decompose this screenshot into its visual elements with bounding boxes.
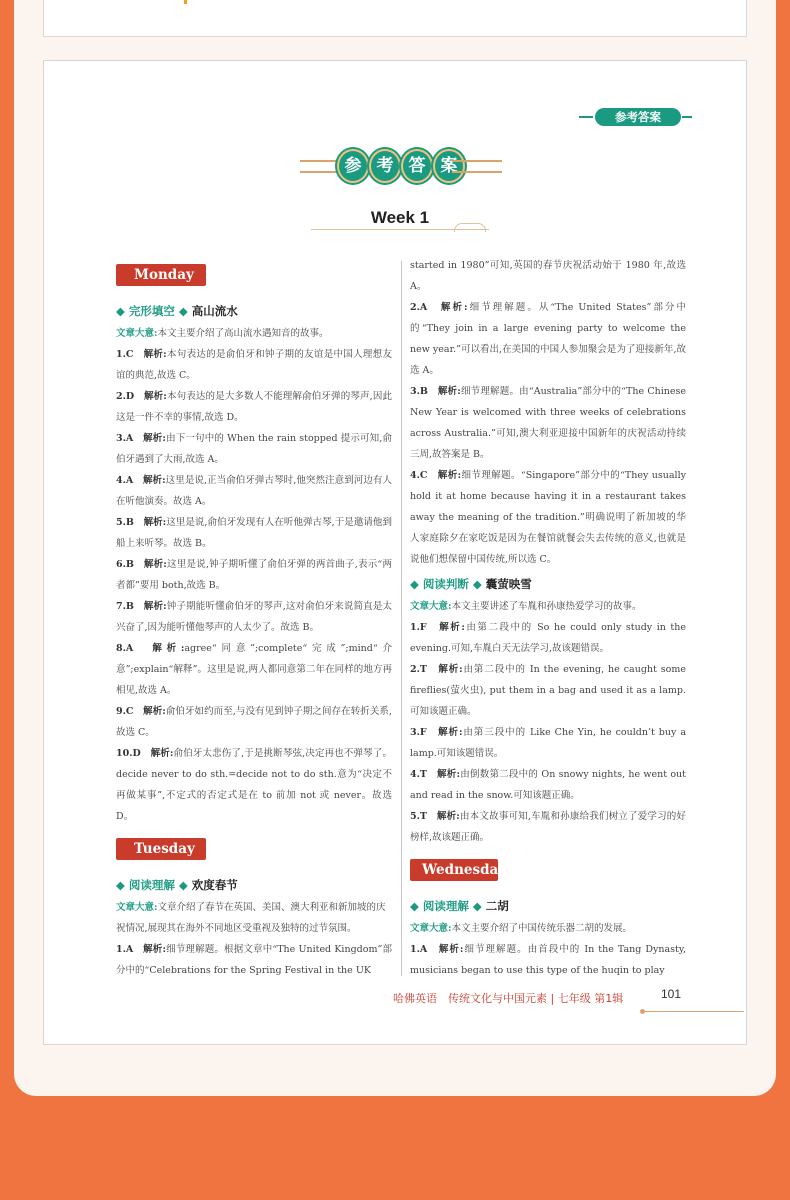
answer-num: 1.A — [410, 944, 428, 955]
answer-num: 8.A — [116, 643, 134, 654]
footer-book: 哈佛英语 传统文化与中国元素 — [393, 992, 547, 1005]
answer-label: 解析: — [436, 811, 460, 822]
answer-item — [116, 512, 392, 554]
summary-text: 本文主要介绍了中国传统乐器二胡的发展。 — [451, 923, 633, 934]
answer-num: 7.B — [116, 601, 134, 612]
answer-text: 由第二段中的 In the evening, he caught some fireflies(萤火虫), put them in a bag and used it as a lamp.可知该题正确。 — [410, 664, 686, 717]
answer-label: 解析: — [438, 944, 464, 955]
day-label-wednesday: Wednesday — [410, 859, 498, 881]
footer-separator: | — [550, 992, 555, 1005]
answer-label: 解析: — [143, 391, 167, 402]
answer-label: 解析: — [142, 475, 166, 486]
section-type: 阅读理解 — [128, 878, 175, 892]
answer-item — [410, 722, 686, 764]
answer-text: 由第三段中的 Like Che Yin, he couldn’t buy a lamp.可知该题错误。 — [410, 727, 686, 759]
summary-label: 文章大意: — [410, 923, 452, 934]
summary-text: 文章介绍了春节在英国、美国、澳大利亚和新加坡的庆祝情况,展现其在海外不同地区受重视及独特的过节氛围。 — [116, 902, 386, 934]
answer-item — [410, 297, 686, 381]
day-label-monday: Monday — [116, 264, 206, 286]
answer-text: 本句表达的是俞伯牙和钟子期的友谊是中国人理想友谊的典范,故选 C。 — [116, 349, 392, 381]
answer-num: 1.F — [410, 622, 427, 633]
column-divider — [401, 261, 402, 976]
answer-text: 由下一句中的 When the rain stopped 提示可知,俞伯牙遇到了大雨,故选 A。 — [116, 433, 392, 465]
answer-continuation: started in 1980”可知,英国的春节庆祝活动始于 1980 年,故选 A。 — [410, 260, 686, 292]
answer-text: 细节理解题。“Singapore”部分中的“They usually hold it at home because having it in a restaurant takes away the meaning of the tradition.”明确说明了新加坡的华人家庭除夕在家吃饭是因为在餐馆就餐会失去传统的意义,也就是说他们想保留中国传统,所以选 C。 — [410, 470, 686, 565]
answer-num: 2.A — [410, 302, 428, 313]
answer-item — [410, 381, 686, 465]
footer-book-info — [393, 990, 623, 1006]
summary-label: 文章大意: — [116, 902, 158, 913]
answer-label: 解析: — [437, 386, 461, 397]
footer-line — [644, 1011, 744, 1012]
answer-num: 2.D — [116, 391, 135, 402]
answer-item — [116, 638, 392, 701]
article-summary — [116, 897, 392, 939]
answer-num: 5.B — [116, 517, 134, 528]
answer-num: 1.A — [116, 944, 134, 955]
answer-label: 解析: — [143, 349, 167, 360]
answer-text: 俞伯牙太悲伤了,于是挑断琴弦,决定再也不弹琴了。decide never to do sth.=decide not to do sth.意为“决定不再做某事”,不定式的否定式是在 to 前加 not 或 never。故选 D。 — [116, 748, 392, 822]
answer-text: 这里是说,正当俞伯牙弹古琴时,他突然注意到河边有人在听他演奏。故选 A。 — [116, 475, 392, 507]
section-heading: ◆ 完形填空 ◆ 高山流水 — [116, 304, 238, 318]
answer-item — [116, 596, 392, 638]
summary-text: 本文主要介绍了高山流水遇知音的故事。 — [157, 328, 329, 339]
answer-item — [410, 617, 686, 659]
section-type: 阅读理解 — [422, 899, 469, 913]
section-title: 欢度春节 — [191, 878, 238, 892]
title-char: 案 — [433, 149, 465, 183]
section-title: 囊萤映雪 — [485, 577, 532, 591]
section-title: 二胡 — [485, 899, 509, 913]
answer-num: 3.A — [116, 433, 134, 444]
answer-item — [116, 554, 392, 596]
section-type: 阅读判断 — [422, 577, 469, 591]
footer-grade: 七年级 第1辑 — [557, 992, 624, 1005]
answer-item — [410, 659, 686, 722]
answer-num: 4.A — [116, 475, 134, 486]
title-char: 考 — [369, 149, 401, 183]
title-deco-right — [452, 160, 502, 173]
answer-label: 解析: — [143, 601, 167, 612]
answer-label: 解析: — [150, 748, 174, 759]
answer-num: 3.B — [410, 386, 428, 397]
answer-item — [116, 428, 392, 470]
answer-text: 细节理解题。根据文章中“The United Kingdom”部分中的“Celebrations for the Spring Festival in the UK — [116, 944, 392, 976]
answer-item — [410, 465, 686, 570]
answer-label: 解析: — [143, 559, 167, 570]
answer-num: 10.D — [116, 748, 141, 759]
answer-label: 解析: — [143, 517, 167, 528]
answer-text: 由倒数第二段中的 On snowy nights, he went out and read in the snow.可知该题正确。 — [410, 769, 686, 801]
article-summary — [410, 918, 686, 939]
answer-num: 9.C — [116, 706, 134, 717]
page-mark — [184, 0, 187, 4]
answer-text: 细节理解题。从“The United States”部分中的“They join in a large evening party to welcome the new year.”可以看出,在美国的中国人参加聚会是为了迎接新年,故选 A。 — [410, 302, 686, 376]
answer-text: agree“同意”;complete“完成”;mind“介意”;explain“解释”。这里是说,两人都同意第二年在同样的地方再相见,故选 A。 — [116, 643, 392, 696]
answer-num: 5.T — [410, 811, 427, 822]
previous-page — [43, 0, 747, 37]
week-deco — [454, 223, 486, 232]
tag-line-right — [682, 116, 692, 118]
answer-label: 解析: — [143, 706, 166, 717]
title-char: 答 — [401, 149, 433, 183]
answer-label: 解析: — [440, 302, 468, 313]
answer-text: 由本文故事可知,车胤和孙康给我们树立了爱学习的好榜样,故该题正确。 — [410, 811, 686, 843]
answer-label: 解析: — [143, 433, 166, 444]
answer-text: 本句表达的是大多数人不能理解俞伯牙弹的琴声,因此这是一件不幸的事情,故选 D。 — [116, 391, 392, 423]
tag-line-left — [579, 116, 593, 118]
answer-label: 解析: — [439, 622, 465, 633]
answer-tag: 参考答案 — [595, 108, 681, 126]
page-title — [337, 143, 465, 187]
answer-page — [43, 60, 747, 1045]
answer-item — [116, 386, 392, 428]
section-heading: ◆ 阅读判断 ◆ 囊萤映雪 — [410, 577, 532, 591]
answer-num: 3.F — [410, 727, 427, 738]
title-deco-left — [300, 160, 338, 173]
answer-num: 6.B — [116, 559, 134, 570]
answer-label: 解析: — [437, 470, 462, 481]
answer-num: 4.C — [410, 470, 428, 481]
answer-text: 细节理解题。由“Australia”部分中的“The Chinese New Year is welcomed with three weeks of celebrations across Australia.”可知,澳大利亚迎接中国新年的庆祝活动持续三周,故答案是 B。 — [410, 386, 686, 460]
answer-item — [116, 344, 392, 386]
section-title: 高山流水 — [191, 304, 238, 318]
answer-text: 钟子期能听懂俞伯牙的琴声,这对俞伯牙来说简直是太兴奋了,因为能听懂他琴声的人太少了。故选 B。 — [116, 601, 392, 633]
answer-num: 1.C — [116, 349, 134, 360]
week-heading: Week 1 — [370, 208, 430, 227]
answer-label: 解析: — [143, 944, 166, 955]
article-summary — [116, 323, 392, 344]
answer-label: 解析: — [438, 727, 463, 738]
section-heading: ◆ 阅读理解 ◆ 欢度春节 — [116, 878, 238, 892]
answer-num: 2.T — [410, 664, 427, 675]
answer-text: 由第二段中的 So he could only study in the evening.可知,车胤白天无法学习,故该题错误。 — [410, 622, 686, 654]
section-heading: ◆ 阅读理解 ◆ 二胡 — [410, 899, 509, 913]
section-type: 完形填空 — [128, 304, 175, 318]
answer-item — [410, 939, 686, 981]
title-char: 参 — [337, 149, 369, 183]
answer-num: 4.T — [410, 769, 427, 780]
summary-text: 本文主要讲述了车胤和孙康热爱学习的故事。 — [451, 601, 642, 612]
answer-text: 细节理解题。由首段中的 In the Tang Dynasty, musicians began to use this type of the huqin to play — [410, 944, 686, 976]
answer-label: 解析: — [152, 643, 185, 654]
answer-label: 解析: — [436, 769, 460, 780]
article-summary — [410, 596, 686, 617]
answer-text: 俞伯牙如约而至,与没有见到钟子期之间存在转折关系,故选 C。 — [116, 706, 392, 738]
answer-item — [116, 743, 392, 827]
day-label-tuesday: Tuesday — [116, 838, 206, 860]
answer-item — [410, 806, 686, 848]
answer-text: 这里是说,俞伯牙发现有人在听他弹古琴,于是邀请他到船上来听琴。故选 B。 — [116, 517, 392, 549]
answer-text: 这里是说,钟子期听懂了俞伯牙弹的两首曲子,表示“两者都”要用 both,故选 B。 — [116, 559, 392, 591]
page-number: 101 — [661, 987, 682, 1001]
answer-item — [410, 764, 686, 806]
answer-item — [116, 470, 392, 512]
answer-label: 解析: — [438, 664, 463, 675]
answer-item — [116, 939, 392, 981]
summary-label: 文章大意: — [410, 601, 452, 612]
answer-item — [116, 701, 392, 743]
summary-label: 文章大意: — [116, 328, 158, 339]
